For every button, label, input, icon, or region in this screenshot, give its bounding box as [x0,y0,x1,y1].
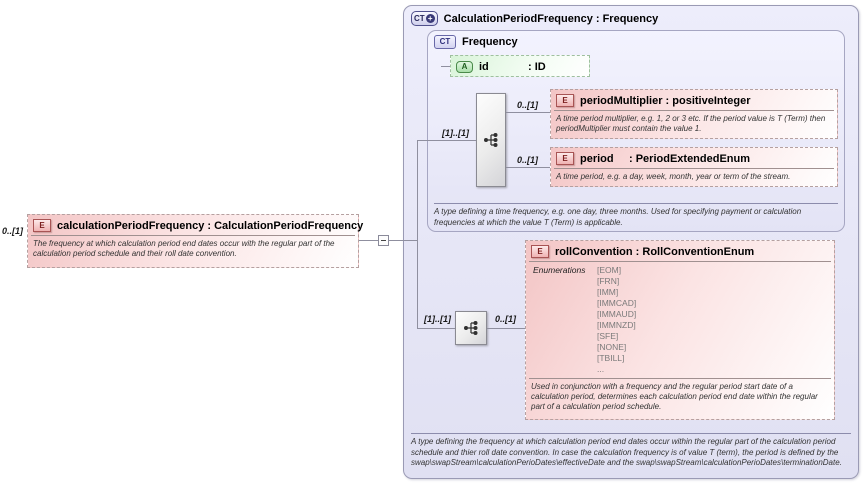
element-box-rollconvention[interactable] [525,240,835,420]
enum-value: [IMMAUD] [597,309,637,319]
sequence-compositor-icon[interactable] [476,93,506,187]
element-box-calculationperiodfrequency[interactable] [27,214,364,268]
enum-value: [IMMCAD] [597,298,637,308]
complex-type-annotation: A type defining the frequency at which calculation period end dates occur within the regular part of the calculation period schedule and thier roll date convention. In case the calculation frequency is of value T (term), the period is defined by the swap\swapStream\calculationPerioDates\effectiveDate and the swap\swapStream\calculationPerioDates\terminationDate. [411,433,851,469]
cardinality-label: 0..[1] [2,226,24,236]
cardinality-label: 0..[1] [517,100,539,110]
sequence-glyph [463,319,480,337]
connector-trunk-line [417,140,418,329]
element-annotation: The frequency at which calculation period end dates occur with the regular part of the calculation period schedule and their roll date convention. [33,239,335,258]
element-annotation: Used in conjunction with a frequency and the regular period start date of a calculation period, determines each calculation period end date within the regular part of a calculation period schedule. [531,382,818,411]
element-title: periodMultiplier : positiveInteger [580,94,751,107]
sequence-glyph [483,131,500,149]
enum-value: [NONE] [597,342,627,352]
ct-badge: CT [414,14,425,23]
enum-value: [IMMNZD] [597,320,636,330]
connector-line [506,167,550,168]
connector-line [506,112,550,113]
connector-line [441,66,450,67]
plus-icon: + [426,14,435,23]
attribute-box-id[interactable] [450,55,590,77]
enum-value: [IMM] [597,287,619,297]
element-badge: E [556,94,574,107]
element-box-period[interactable] [550,147,838,187]
connector-line [487,328,525,329]
cardinality-label: 0..[1] [495,314,517,324]
connector-line [417,328,455,329]
enum-value: [TBILL] [597,353,625,363]
element-annotation: A time period multiplier, e.g. 1, 2 or 3 etc. If the period value is T (Term) then periodMultiplier must contain the value 1. [556,114,826,133]
element-box-periodmultiplier[interactable] [550,89,838,139]
enum-value: [SFE] [597,331,619,341]
cardinality-label: 0..[1] [517,155,539,165]
enumerations-list [597,265,636,375]
complex-type-title: CalculationPeriodFrequency : Frequency [443,12,659,25]
element-title: calculationPeriodFrequency : CalculationPeriodFrequency [57,219,364,232]
connector-line [417,140,476,141]
frequency-annotation: A type defining a time frequency, e.g. one day, three months. Used for specifying payment or calculation frequencies at which the value T (Term) is applicable. [434,203,838,228]
cardinality-label: [1]..[1] [424,314,451,324]
enum-value: [EOM] [597,265,622,275]
enumerations-label: Enumerations [533,265,586,275]
complex-type-expand-icon[interactable] [411,11,438,26]
element-title: rollConvention : RollConventionEnum [555,245,755,258]
attribute-badge: A [456,61,473,73]
element-name: period [580,152,614,165]
attribute-type: : ID [528,61,546,73]
element-type: : PeriodExtendedEnum [629,152,751,165]
element-badge: E [33,219,51,232]
minus-icon [381,240,386,241]
element-badge: E [556,152,574,165]
enum-value: [FRN] [597,276,620,286]
cardinality-label: [1]..[1] [442,128,469,138]
ct-badge: CT [434,35,456,49]
enum-value: ... [597,364,605,374]
base-type-title: Frequency [462,36,518,48]
element-annotation: A time period, e.g. a day, week, month, year or term of the stream. [556,172,791,181]
element-badge: E [531,245,549,258]
attribute-name: id [479,61,489,73]
enumerations-section [526,262,834,378]
sequence-compositor-icon[interactable] [455,311,487,345]
collapse-toggle[interactable] [378,235,389,246]
